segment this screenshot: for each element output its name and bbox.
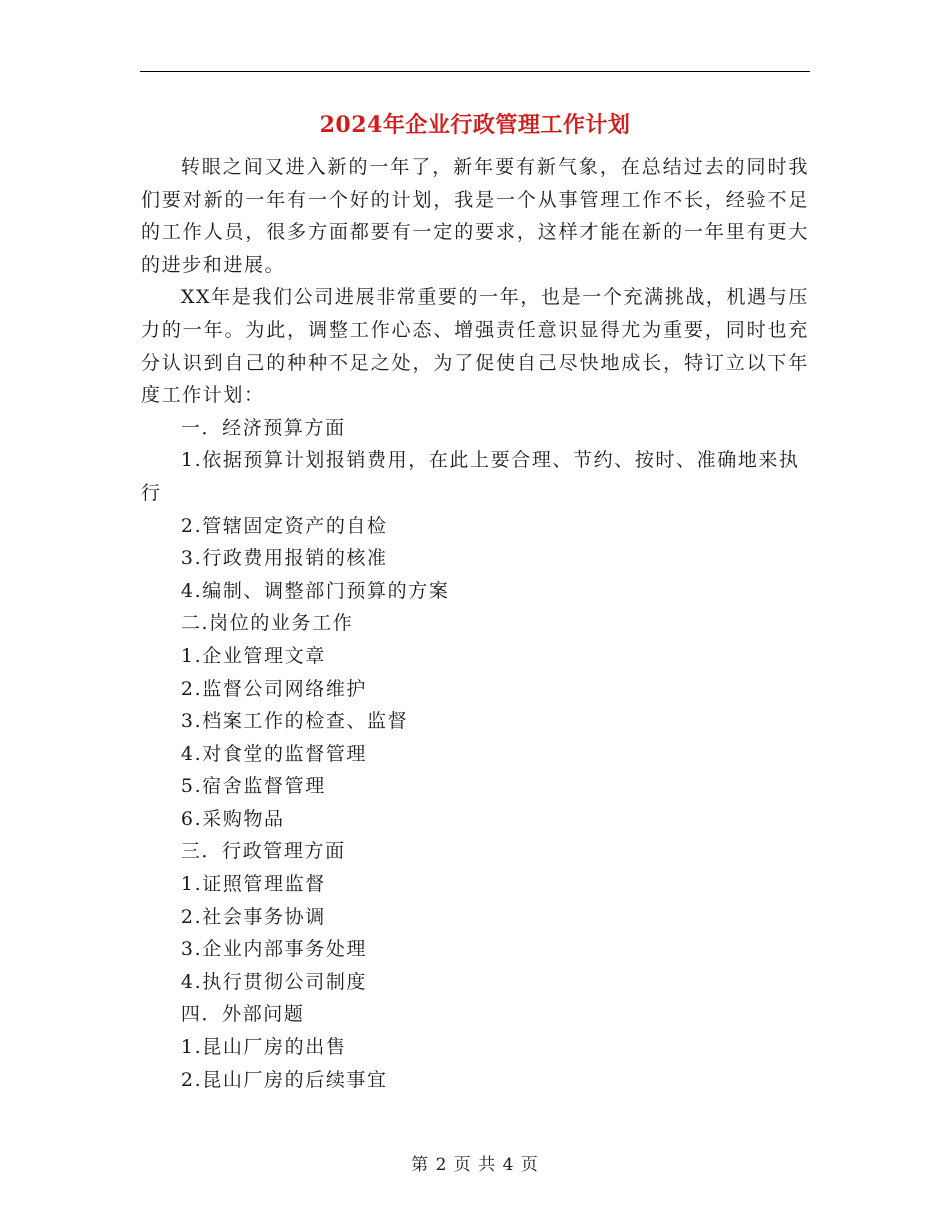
list-item: 3.企业内部事务处理 [180,938,368,961]
section-heading-budget: 一．经济预算方面 [180,416,346,439]
list-item: 4.对食堂的监督管理 [180,742,368,765]
document-body [141,151,809,1096]
intro-paragraph: 转眼之间又进入新的一年了，新年要有新气象，在总结过去的同时我们要对新的一年有一个好的计划，我是一个从事管理工作不长，经验不足的工作人员，很多方面都要有一定的要求，这样才能在新的一年里有更大的进步和进展。 [141,156,809,276]
section-heading-external: 四．外部问题 [180,1003,305,1026]
list-item: 2.社会事务协调 [180,905,326,928]
section-heading-administration: 三．行政管理方面 [180,840,346,863]
list-item: 4.编制、调整部门预算的方案 [180,579,450,602]
list-item: 5.宿舍监督管理 [180,775,326,798]
list-item: 2.监督公司网络维护 [180,677,368,700]
list-item: 6.采购物品 [180,807,285,830]
list-item: 1.企业管理文章 [180,644,326,667]
header-rule [140,71,810,72]
list-item: 2.管辖固定资产的自检 [180,514,388,537]
list-item: 3.行政费用报销的核准 [180,547,388,570]
list-item: 2.昆山厂房的后续事宜 [180,1068,388,1091]
section-heading-duties: 二.岗位的业务工作 [180,612,354,635]
document-title: 2024年企业行政管理工作计划 [319,112,631,138]
page-number-label: 第 2 页 共 4 页 [411,1155,539,1175]
page-footer [0,1153,950,1177]
list-item: 1.证照管理监督 [180,873,326,896]
list-item: 1.昆山厂房的出售 [180,1036,347,1059]
list-item: 1.依据预算计划报销费用，在此上要合理、节约、按时、准确地来执行 [141,449,800,504]
context-paragraph: XX年是我们公司进展非常重要的一年，也是一个充满挑战，机遇与压力的一年。为此，调整工作心态、增强责任意识显得尤为重要，同时也充分认识到自己的种种不足之处，为了促使自己尽快地成长，特订立以下年度工作计划： [141,286,809,407]
list-item: 3.档案工作的检查、监督 [180,710,409,733]
list-item: 4.执行贯彻公司制度 [180,970,368,993]
